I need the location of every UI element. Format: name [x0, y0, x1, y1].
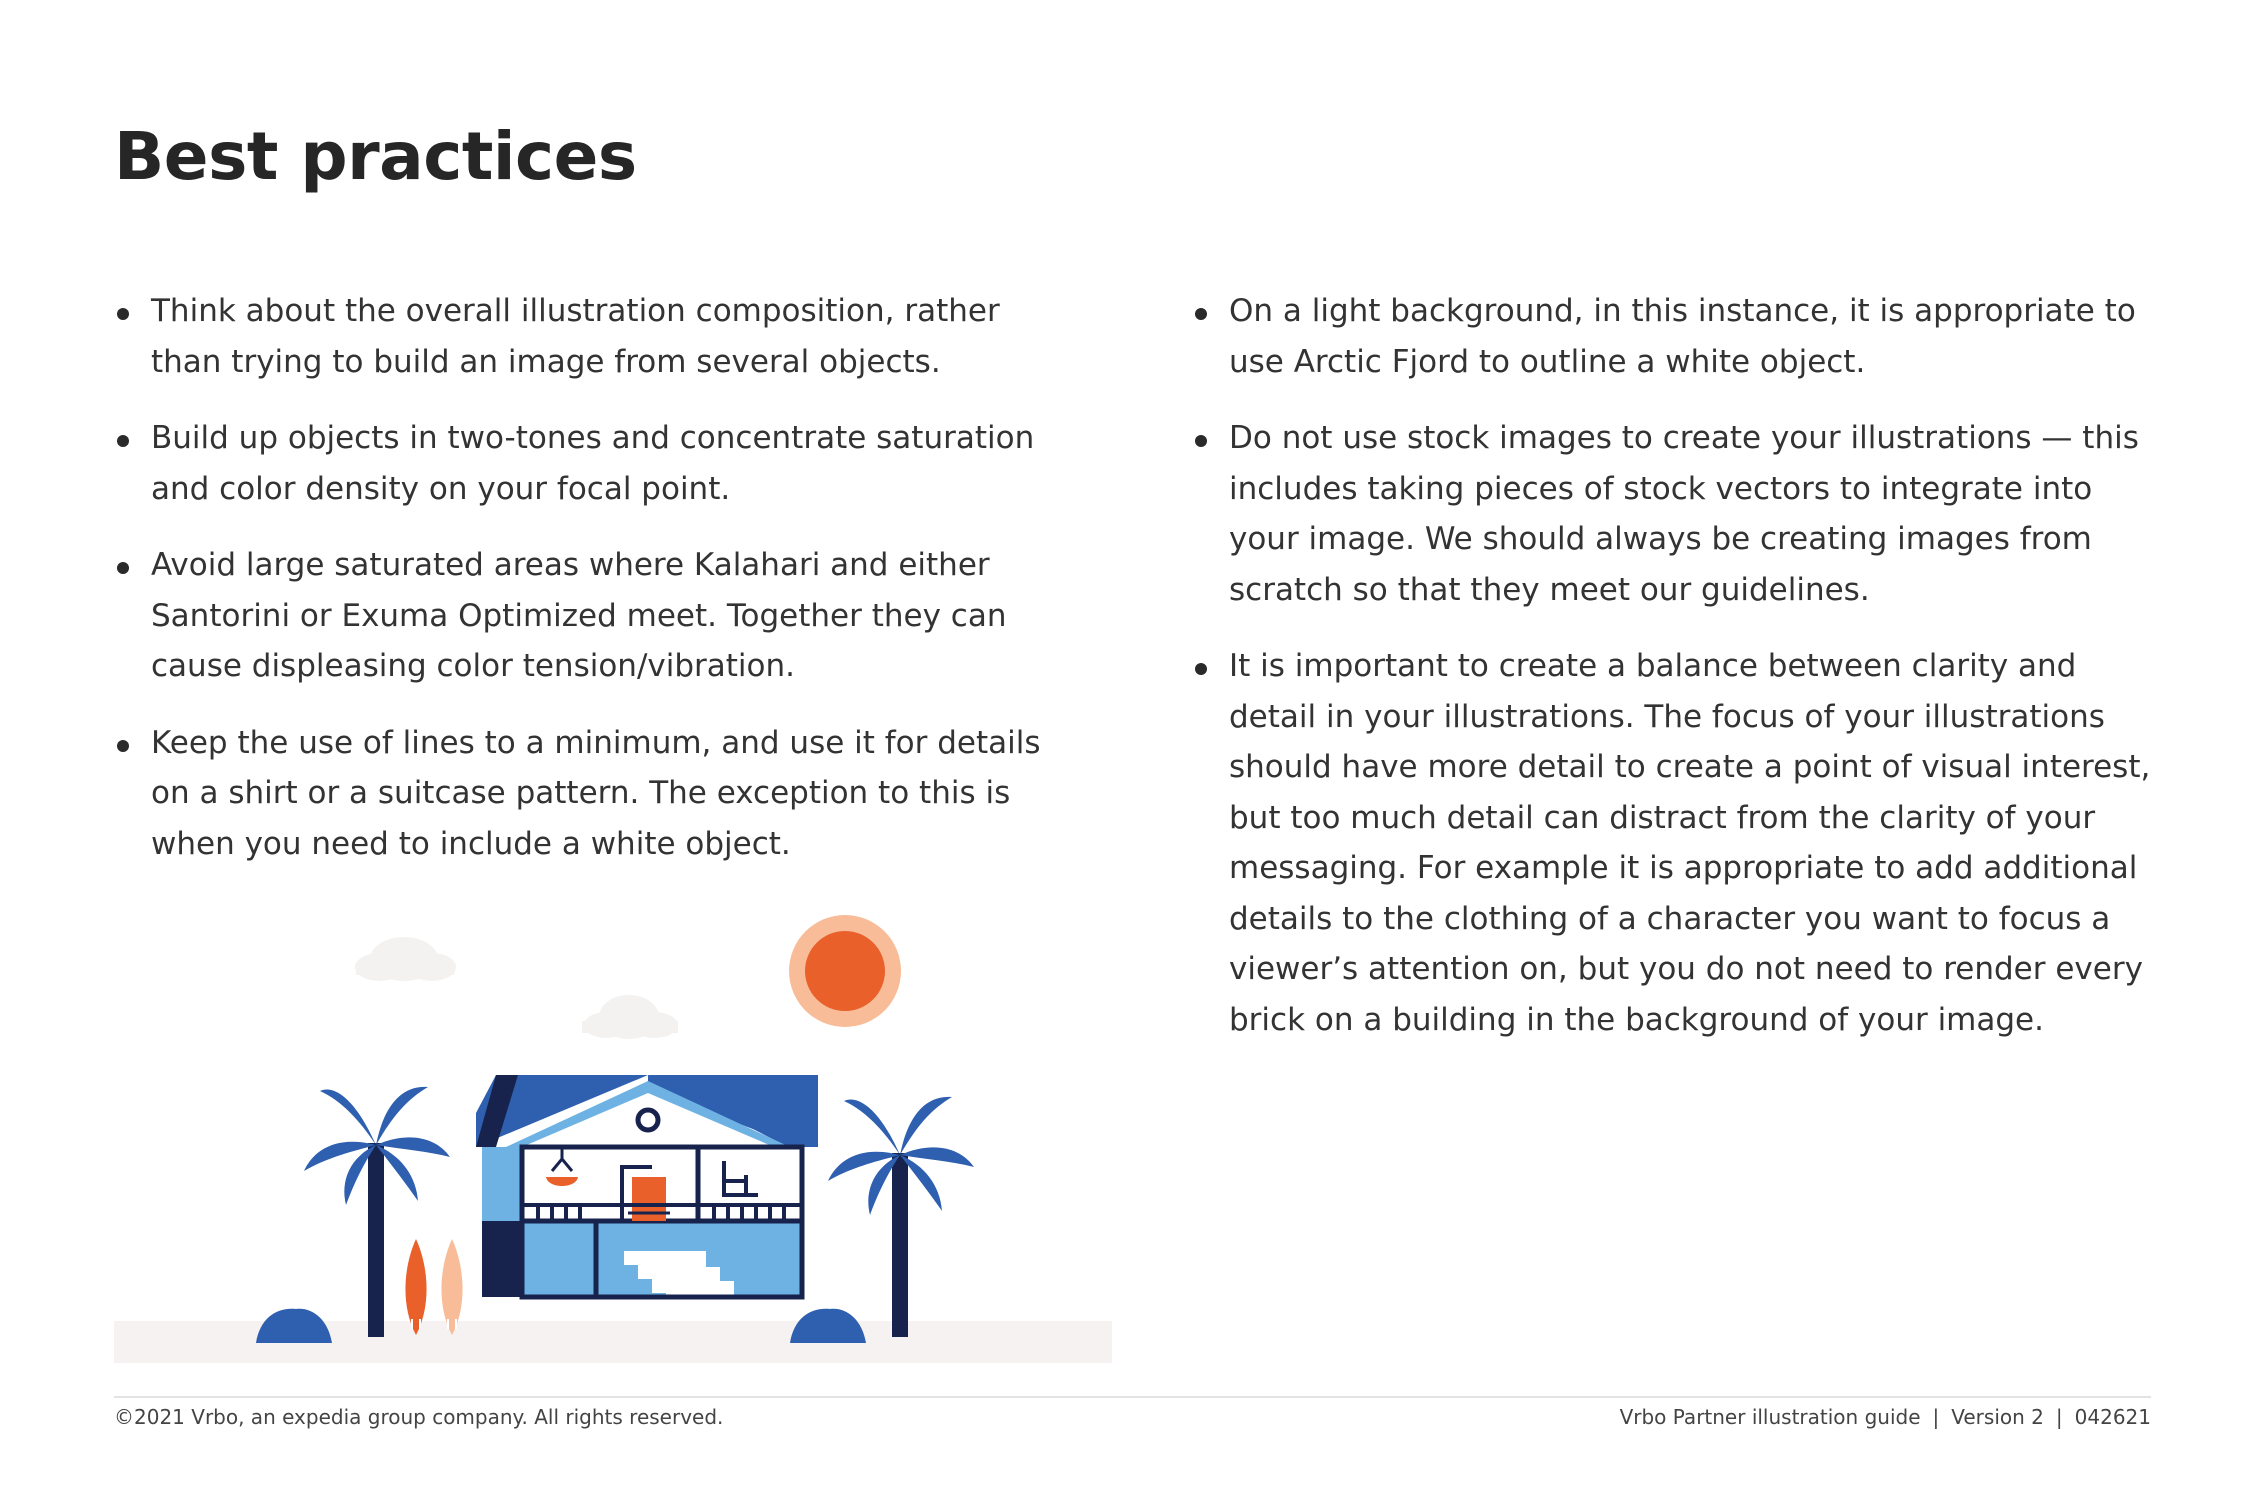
beach-house-illustration: [114, 905, 1112, 1363]
footer-divider: [114, 1396, 2151, 1398]
beach-house-icon: [476, 1075, 818, 1297]
footer-meta: [1620, 1405, 2151, 1429]
sun-icon: [789, 915, 901, 1027]
palm-tree-icon: [828, 1097, 974, 1337]
bullet-item: Do not use stock images to create your illustrations — this includes taking pieces of stock vectors to integrate into your image. We should always be creating images from scratch so that they meet our guidelines.: [1192, 413, 2152, 615]
left-bullet-list: [114, 286, 1074, 895]
bush-icon: [256, 1309, 332, 1343]
cloud-icon: [582, 995, 678, 1039]
footer-code: 042621: [2074, 1405, 2151, 1429]
footer-separator: |: [2055, 1405, 2063, 1429]
bullet-item: It is important to create a balance between clarity and detail in your illustrations. The focus of your illustrations should have more detail to create a point of visual interest, but too much detail can distract from the clarity of your messaging. For example it is appropriate to add additional details to the clothing of a character you want to focus a viewer’s attention on, but you do not need to render every brick on a building in the background of your image.: [1192, 641, 2152, 1045]
right-bullet-list: [1192, 286, 2152, 1071]
bush-icon: [790, 1309, 866, 1343]
footer-guide-name: Vrbo Partner illustration guide: [1619, 1405, 1921, 1429]
footer-version: Version 2: [1951, 1405, 2044, 1429]
surfboard-icon: [405, 1239, 426, 1335]
bullet-item: Avoid large saturated areas where Kalahari and either Santorini or Exuma Optimized meet. Together they can cause displeasing color tension/vibration.: [114, 540, 1074, 692]
surfboard-icon: [441, 1239, 462, 1335]
page-title: Best practices: [114, 118, 637, 195]
bullet-item: On a light background, in this instance, it is appropriate to use Arctic Fjord to outline a white object.: [1192, 286, 2152, 387]
palm-tree-icon: [304, 1087, 450, 1337]
bullet-item: Keep the use of lines to a minimum, and use it for details on a shirt or a suitcase pattern. The exception to this is when you need to include a white object.: [114, 718, 1074, 870]
footer-copyright: ©2021 Vrbo, an expedia group company. All rights reserved.: [114, 1405, 724, 1429]
bullet-item: Build up objects in two-tones and concentrate saturation and color density on your focal point.: [114, 413, 1074, 514]
bullet-item: Think about the overall illustration composition, rather than trying to build an image from several objects.: [114, 286, 1074, 387]
footer-separator: |: [1932, 1405, 1940, 1429]
cloud-icon: [355, 937, 456, 981]
